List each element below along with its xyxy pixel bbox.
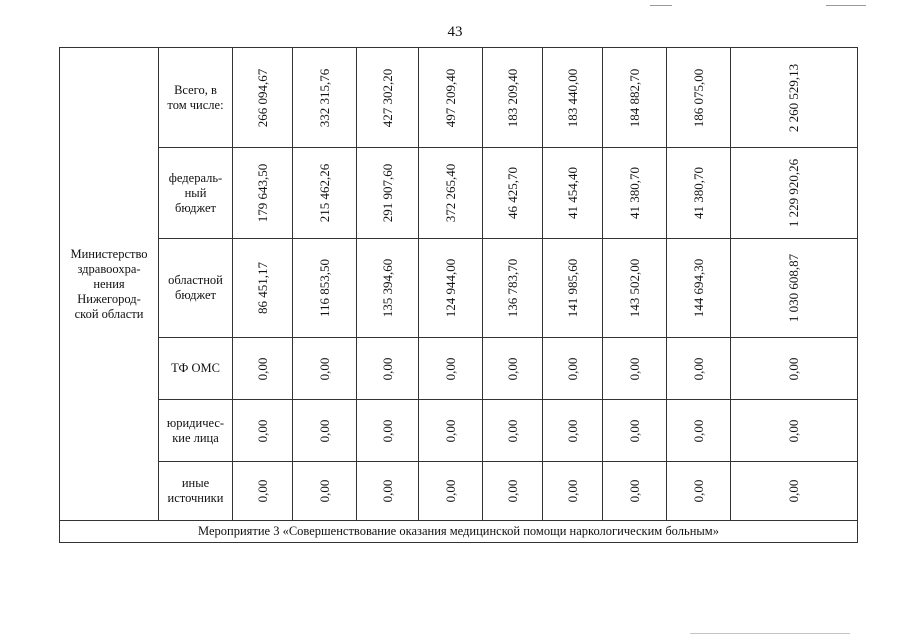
value-cell [483, 48, 543, 148]
value-text: 497 209,40 [442, 68, 458, 127]
value-text: 332 315,76 [316, 68, 332, 127]
agency-line: ской области [74, 306, 144, 321]
agency-cell [60, 48, 159, 521]
agency-line: здравоохра- [77, 261, 141, 276]
source-line: том числе: [167, 97, 224, 112]
value-text: 0,00 [379, 419, 395, 442]
source-cell-regional [159, 239, 233, 338]
value-cell [603, 239, 667, 338]
value-text: 0,00 [442, 357, 458, 380]
total-text: 0,00 [786, 479, 801, 503]
funding-table [59, 47, 858, 543]
value-cell [483, 239, 543, 338]
event-row: Мероприятие 3 «Совершенствование оказания медицинской помощи наркологическим больным» [60, 521, 858, 543]
value-text: 86 451,17 [254, 262, 270, 314]
source-line: ный [184, 185, 207, 200]
source-line: источники [167, 491, 224, 505]
value-text: 179 643,50 [254, 163, 270, 223]
value-cell [233, 338, 293, 400]
total-cell [731, 338, 858, 400]
value-cell [419, 148, 483, 239]
value-text: 0,00 [626, 479, 642, 503]
table-row-event [60, 521, 858, 543]
source-line: федераль- [168, 170, 223, 185]
value-text: 183 440,00 [564, 68, 580, 127]
total-text: 1 229 920,26 [786, 158, 801, 228]
table-row [60, 48, 858, 148]
total-cell [731, 400, 858, 462]
value-cell [233, 48, 293, 148]
value-text: 0,00 [254, 479, 270, 503]
total-cell [731, 462, 858, 521]
value-cell [293, 239, 357, 338]
value-text: 0,00 [254, 419, 270, 442]
value-text: 0,00 [626, 419, 642, 442]
value-cell [357, 239, 419, 338]
value-text: 0,00 [626, 357, 642, 380]
value-text: 41 380,70 [690, 167, 706, 219]
table-row [60, 462, 858, 521]
value-cell [293, 400, 357, 462]
value-cell [603, 462, 667, 521]
value-text: 116 853,50 [316, 258, 332, 318]
value-cell [293, 148, 357, 239]
value-cell [603, 48, 667, 148]
value-text: 0,00 [316, 357, 332, 380]
value-text: 0,00 [690, 357, 706, 380]
value-cell [667, 239, 731, 338]
value-text: 427 302,20 [379, 68, 395, 127]
value-cell [293, 338, 357, 400]
value-text: 0,00 [316, 419, 332, 442]
source-line: ТФ ОМС [171, 361, 220, 375]
value-text: 41 454,40 [564, 167, 580, 219]
value-cell [357, 400, 419, 462]
value-text: 0,00 [504, 419, 520, 442]
table-row [60, 239, 858, 338]
value-cell [543, 148, 603, 239]
value-cell [233, 400, 293, 462]
value-cell [603, 148, 667, 239]
value-text: 143 502,00 [626, 258, 642, 318]
value-cell [233, 239, 293, 338]
value-cell [667, 338, 731, 400]
value-cell [419, 338, 483, 400]
value-text: 0,00 [690, 479, 706, 503]
value-cell [543, 338, 603, 400]
value-text: 372 265,40 [442, 163, 458, 223]
value-text: 136 783,70 [504, 258, 520, 318]
source-line: бюджет [175, 200, 216, 215]
value-cell [419, 462, 483, 521]
value-text: 0,00 [564, 419, 580, 442]
source-line: юридичес- [166, 415, 225, 430]
source-line: бюджет [175, 288, 216, 302]
value-text: 215 462,26 [316, 163, 332, 223]
value-cell [543, 48, 603, 148]
value-cell [233, 462, 293, 521]
agency-line: нения [93, 276, 125, 291]
source-cell-legal-entities [159, 400, 233, 462]
source-cell-other [159, 462, 233, 521]
value-cell [419, 239, 483, 338]
value-text: 135 394,60 [379, 258, 395, 318]
value-cell [233, 148, 293, 239]
agency-line: Нижегород- [77, 291, 141, 306]
value-cell [357, 48, 419, 148]
total-cell [731, 48, 858, 148]
source-line: иные [181, 476, 210, 490]
value-text: 0,00 [254, 357, 270, 380]
value-text: 144 694,30 [690, 258, 706, 318]
total-text: 2 260 529,13 [786, 63, 801, 132]
value-text: 0,00 [564, 479, 580, 503]
total-text: 0,00 [786, 357, 801, 380]
value-text: 46 425,70 [504, 167, 520, 219]
value-cell [483, 338, 543, 400]
total-cell [731, 239, 858, 338]
value-cell [603, 400, 667, 462]
value-text: 0,00 [379, 479, 395, 503]
value-text: 0,00 [504, 357, 520, 380]
page-number: 43 [447, 24, 463, 40]
value-text: 41 380,70 [626, 167, 642, 219]
source-cell-federal [159, 148, 233, 239]
value-text: 0,00 [442, 479, 458, 503]
scan-artifact-top-right [826, 5, 866, 6]
value-cell [543, 462, 603, 521]
source-line: кие лица [172, 430, 219, 445]
value-cell [667, 148, 731, 239]
value-text: 0,00 [316, 479, 332, 503]
value-text: 183 209,40 [504, 68, 520, 127]
value-cell [543, 239, 603, 338]
value-cell [543, 400, 603, 462]
scan-artifact-top-right [650, 5, 672, 6]
value-cell [293, 48, 357, 148]
source-cell-tfoms [159, 338, 233, 400]
value-cell [357, 462, 419, 521]
source-line: областной [168, 273, 223, 287]
scan-artifact-bottom [690, 633, 850, 634]
source-line: Всего, в [174, 82, 217, 97]
value-cell [603, 338, 667, 400]
value-cell [483, 462, 543, 521]
agency-line: Министерство [70, 246, 148, 261]
value-cell [293, 462, 357, 521]
table-row [60, 400, 858, 462]
value-cell [419, 400, 483, 462]
value-text: 0,00 [564, 357, 580, 380]
table-row [60, 338, 858, 400]
total-cell [731, 148, 858, 239]
total-text: 1 030 608,87 [786, 253, 801, 323]
value-text: 0,00 [504, 479, 520, 503]
value-cell [357, 148, 419, 239]
value-text: 124 944,00 [442, 258, 458, 318]
value-cell [483, 400, 543, 462]
total-text: 0,00 [786, 419, 801, 442]
table-row [60, 148, 858, 239]
value-text: 141 985,60 [564, 258, 580, 318]
value-cell [483, 148, 543, 239]
source-cell-total [159, 48, 233, 148]
value-cell [667, 462, 731, 521]
value-text: 266 094,67 [254, 68, 270, 127]
value-text: 0,00 [690, 419, 706, 442]
value-text: 184 882,70 [626, 68, 642, 127]
value-text: 291 907,60 [379, 163, 395, 223]
value-cell [357, 338, 419, 400]
value-text: 0,00 [442, 419, 458, 442]
value-cell [667, 400, 731, 462]
value-cell [667, 48, 731, 148]
value-text: 186 075,00 [690, 68, 706, 127]
value-cell [419, 48, 483, 148]
value-text: 0,00 [379, 357, 395, 380]
